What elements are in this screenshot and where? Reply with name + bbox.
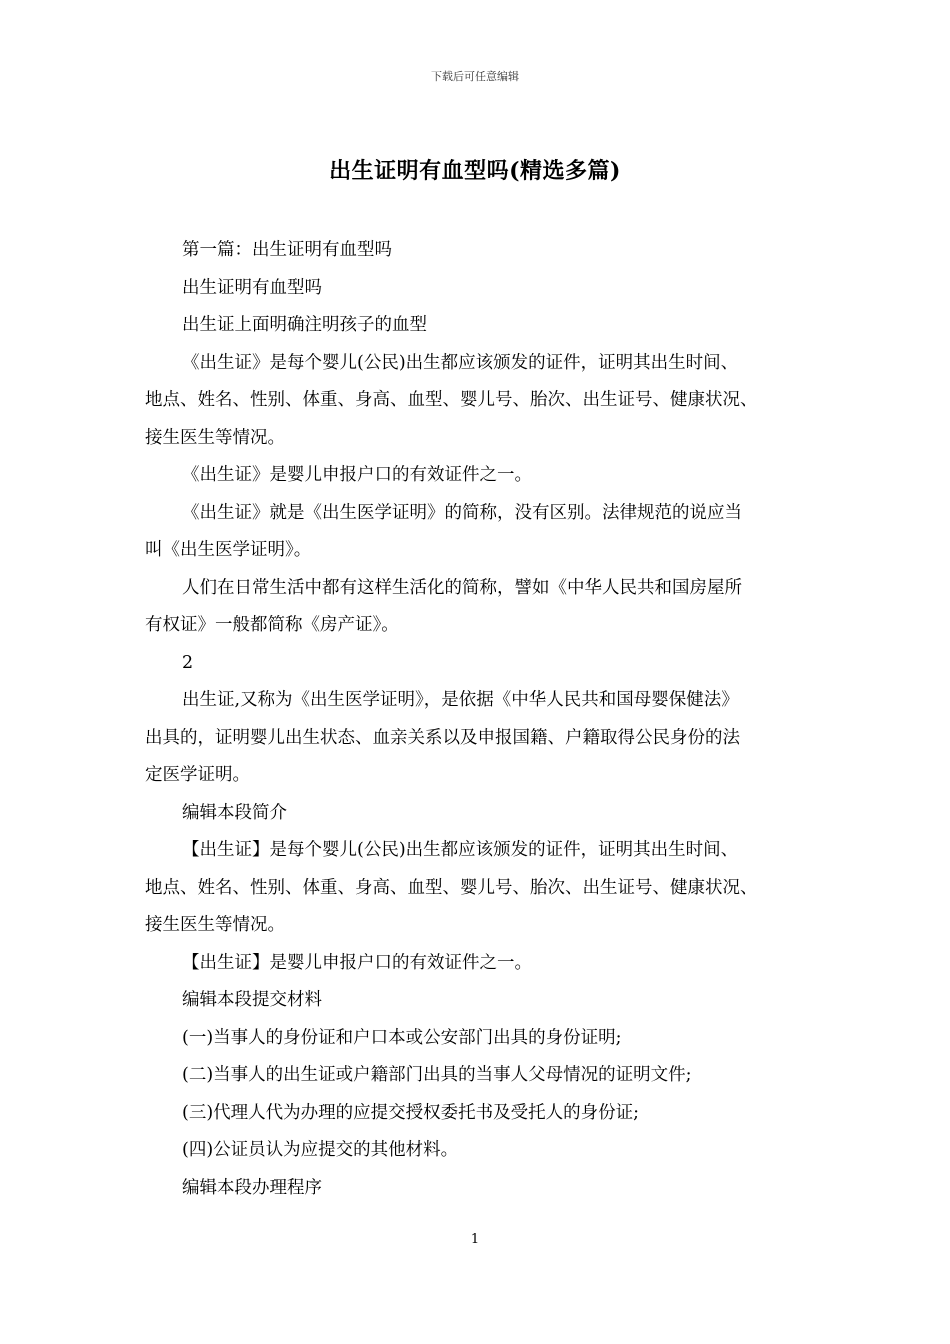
paragraph-line: 2	[182, 652, 194, 673]
paragraph-line: (四)公证员认为应提交的其他材料。	[182, 1140, 459, 1160]
paragraph-line: 接生医生等情况。	[145, 427, 285, 448]
paragraph-line: 《出生证》是婴儿申报户口的有效证件之一。	[182, 465, 532, 485]
paragraph-line: 出生证明有血型吗	[182, 277, 322, 298]
paragraph-line: 定医学证明。	[145, 765, 250, 785]
page-header: 下载后可任意编辑	[431, 70, 519, 83]
paragraph-line: 叫《出生医学证明》。	[145, 540, 312, 560]
paragraph-line: 出具的，证明婴儿出生状态、血亲关系以及申报国籍、户籍取得公民身份的法	[145, 727, 740, 748]
paragraph-line: 编辑本段办理程序	[182, 1177, 322, 1198]
paragraph-line: 第一篇：出生证明有血型吗	[182, 240, 392, 260]
page-number: 1	[470, 1232, 480, 1247]
paragraph-line: 【出生证】是婴儿申报户口的有效证件之一。	[182, 952, 532, 973]
paragraph-line: 地点、姓名、性别、体重、身高、血型、婴儿号、胎次、出生证号、健康状况、	[145, 390, 758, 410]
paragraph-line: 人们在日常生活中都有这样生活化的简称，譬如《中华人民共和国房屋所	[182, 577, 742, 598]
paragraph-line: 有权证》一般都简称《房产证》。	[145, 615, 399, 635]
paragraph-line: 接生医生等情况。	[145, 915, 285, 935]
document-body	[145, 232, 825, 1207]
paragraph-line: (三)代理人代为办理的应提交授权委托书及受托人的身份证;	[182, 1102, 640, 1123]
paragraph-line: 出生证,又称为《出生医学证明》，是依据《中华人民共和国母婴保健法》	[182, 690, 739, 710]
paragraph-line: 编辑本段提交材料	[182, 990, 322, 1010]
paragraph-line: 《出生证》是每个婴儿(公民)出生都应该颁发的证件，证明其出生时间、	[182, 352, 739, 373]
paragraph-line: (一)当事人的身份证和户口本或公安部门出具的身份证明;	[182, 1027, 622, 1048]
document-title: 出生证明有血型吗(精选多篇)	[329, 158, 621, 184]
paragraph-line: 《出生证》就是《出生医学证明》的简称，没有区别。法律规范的说应当	[182, 502, 742, 523]
paragraph-line: (二)当事人的出生证或户籍部门出具的当事人父母情况的证明文件;	[182, 1065, 692, 1085]
paragraph-line: 编辑本段简介	[182, 802, 287, 823]
paragraph-line: 地点、姓名、性别、体重、身高、血型、婴儿号、胎次、出生证号、健康状况、	[145, 877, 758, 898]
paragraph-line: 出生证上面明确注明孩子的血型	[182, 315, 427, 335]
paragraph-line: 【出生证】是每个婴儿(公民)出生都应该颁发的证件，证明其出生时间、	[182, 840, 739, 860]
